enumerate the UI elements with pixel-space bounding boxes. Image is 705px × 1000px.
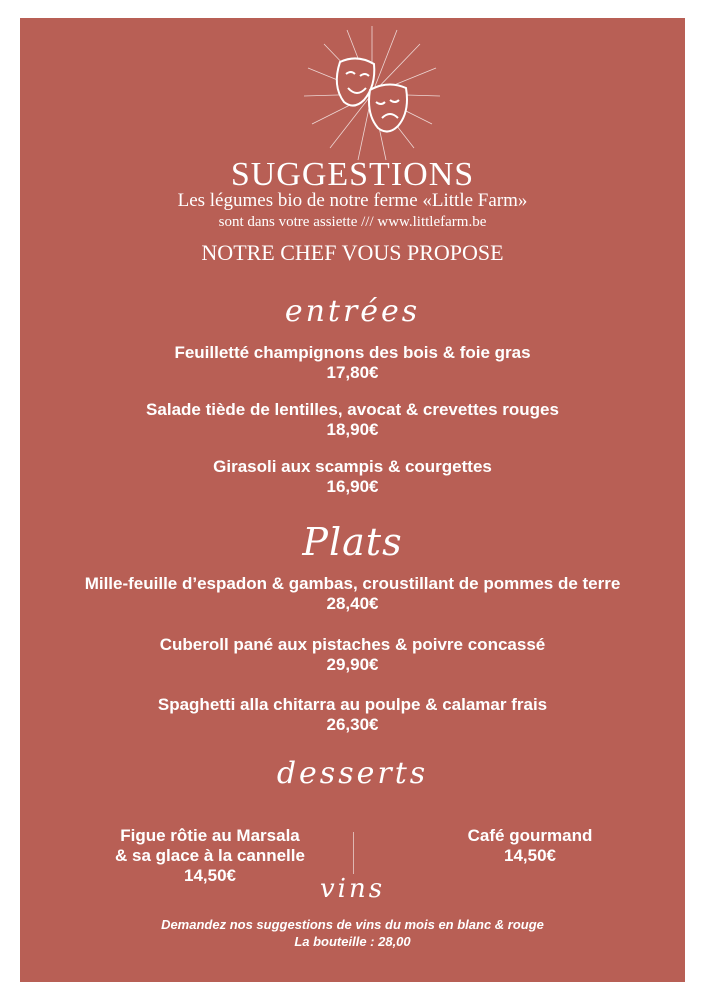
dessert-name-line1: Café gourmand — [467, 826, 593, 845]
menu-item-name: Girasoli aux scampis & courgettes — [213, 457, 492, 476]
menu-item-price: 18,90€ — [326, 420, 379, 439]
menu-item-price: 26,30€ — [326, 715, 379, 734]
dessert-price: 14,50€ — [184, 866, 236, 885]
theatre-masks-icon — [302, 24, 442, 164]
subtitle-farm: Les légumes bio de notre ferme «Little Farm» — [177, 190, 528, 211]
dessert-name-line2: & sa glace à la cannelle — [115, 846, 305, 865]
dessert-price: 14,50€ — [504, 846, 556, 865]
menu-item-price: 16,90€ — [326, 477, 379, 496]
menu-item — [20, 635, 685, 675]
menu-item — [20, 695, 685, 735]
chef-proposal-heading: NOTRE CHEF VOUS PROPOSE — [201, 240, 504, 265]
menu-item-name: Spaghetti alla chitarra au poulpe & calamar frais — [157, 695, 548, 714]
menu-item — [20, 457, 685, 497]
menu-item — [20, 400, 685, 440]
dessert-item-cafe — [400, 826, 660, 866]
subtitle-website: sont dans votre assiette /// www.littlefarm.be — [218, 214, 487, 230]
menu-item-name: Mille-feuille d’espadon & gambas, croustillant de pommes de terre — [84, 574, 621, 593]
section-heading-vins: vins — [319, 874, 386, 904]
menu-item-price: 28,40€ — [326, 594, 379, 613]
menu-item-price: 17,80€ — [326, 363, 379, 382]
section-heading-entrees: entrées — [284, 294, 421, 329]
section-heading-desserts: desserts — [276, 756, 429, 791]
menu-item-name: Salade tiède de lentilles, avocat & crevettes rouges — [146, 400, 559, 419]
menu-item — [20, 343, 685, 383]
section-heading-plats: Plats — [302, 520, 403, 564]
dessert-name-line1: Figue rôtie au Marsala — [120, 826, 300, 845]
page-title: SUGGESTIONS — [230, 156, 475, 193]
menu-item-name: Cuberoll pané aux pistaches & poivre concassé — [159, 635, 546, 654]
menu-item-name: Feuilletté champignons des bois & foie gras — [174, 343, 531, 362]
wine-bottle-price: La bouteille : 28,00 — [294, 934, 411, 949]
menu-item — [20, 574, 685, 614]
dessert-divider — [353, 832, 354, 874]
wine-note — [20, 916, 685, 950]
menu-page — [20, 18, 685, 982]
wine-note-line1: Demandez nos suggestions de vins du mois en blanc & rouge — [161, 917, 544, 932]
menu-item-price: 29,90€ — [326, 655, 379, 674]
